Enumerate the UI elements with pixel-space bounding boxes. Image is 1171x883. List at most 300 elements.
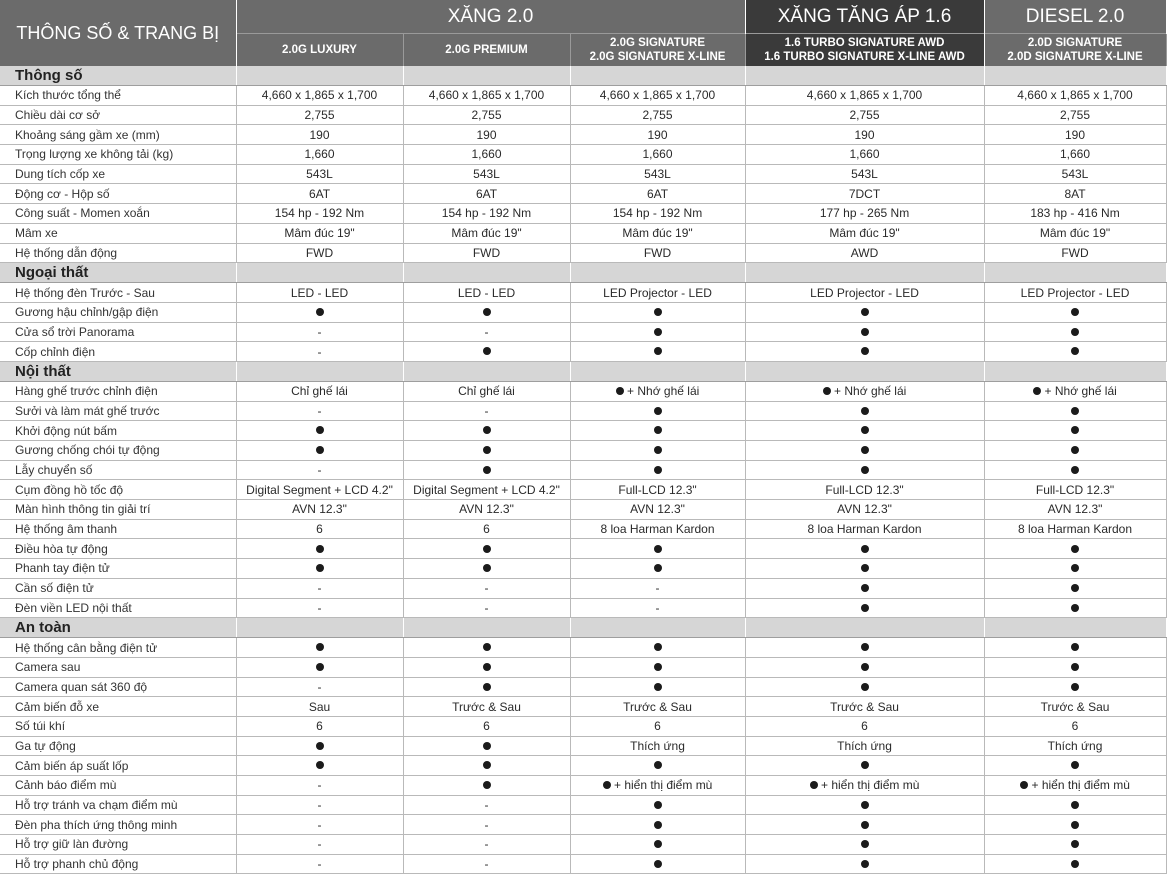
feature-label: Hệ thống đèn Trước - Sau — [0, 283, 236, 303]
table-row — [0, 598, 1166, 618]
table-row — [0, 86, 1166, 106]
feature-label: Camera quan sát 360 độ — [0, 677, 236, 697]
table-row — [0, 776, 1166, 796]
value-cell — [984, 302, 1166, 322]
filled-dot-icon — [1071, 683, 1079, 691]
feature-label: Cảm biến áp suất lốp — [0, 756, 236, 776]
value-cell: Sau — [236, 697, 403, 717]
table-title: THÔNG SỐ & TRANG BỊ — [0, 0, 236, 66]
value-cell: Trước & Sau — [745, 697, 984, 717]
value-cell — [984, 598, 1166, 618]
filled-dot-icon — [654, 328, 662, 336]
value-cell: 8 loa Harman Kardon — [570, 519, 745, 539]
filled-dot-icon — [1071, 564, 1079, 572]
value-cell: 190 — [403, 125, 570, 145]
feature-label: Trọng lượng xe không tải (kg) — [0, 145, 236, 165]
value-cell — [984, 460, 1166, 480]
table-row — [0, 302, 1166, 322]
section-row-an-toan — [0, 618, 1166, 638]
header-group-row — [0, 0, 1166, 34]
value-cell — [570, 342, 745, 362]
feature-label: Đèn pha thích ứng thông minh — [0, 815, 236, 835]
feature-label: Gương hậu chỉnh/gập điện — [0, 302, 236, 322]
filled-dot-icon — [483, 643, 491, 651]
value-cell — [570, 559, 745, 579]
value-cell: FWD — [403, 243, 570, 263]
section-title: An toàn — [0, 618, 236, 638]
value-cell: LED Projector - LED — [745, 283, 984, 303]
feature-label: Hàng ghế trước chỉnh điện — [0, 381, 236, 401]
filled-dot-icon — [654, 426, 662, 434]
value-cell: Digital Segment + LCD 4.2" — [403, 480, 570, 500]
table-row — [0, 697, 1166, 717]
filled-dot-icon — [483, 446, 491, 454]
group-header-diesel-2-0: DIESEL 2.0 — [984, 0, 1166, 34]
value-cell: AVN 12.3" — [570, 500, 745, 520]
feature-label: Số túi khí — [0, 716, 236, 736]
value-cell — [570, 795, 745, 815]
value-cell — [745, 578, 984, 598]
filled-dot-icon — [654, 564, 662, 572]
feature-label: Cốp chỉnh điện — [0, 342, 236, 362]
not-available-cell: - — [403, 598, 570, 618]
value-cell — [984, 381, 1166, 401]
section-filler — [236, 263, 403, 283]
filled-dot-icon — [654, 761, 662, 769]
filled-dot-icon — [1071, 801, 1079, 809]
filled-dot-icon — [483, 466, 491, 474]
value-cell: 4,660 x 1,865 x 1,700 — [984, 86, 1166, 106]
value-cell: 8 loa Harman Kardon — [745, 519, 984, 539]
spec-body — [0, 66, 1166, 874]
feature-label: Lẫy chuyển số — [0, 460, 236, 480]
trim-name: 2.0D SIGNATURE X-LINE — [1007, 51, 1143, 63]
value-cell: 543L — [745, 164, 984, 184]
value-text: + hiển thị điểm mù — [817, 778, 920, 793]
section-filler — [403, 66, 570, 86]
feature-label: Kích thước tổng thể — [0, 86, 236, 106]
value-cell — [745, 302, 984, 322]
value-cell — [984, 421, 1166, 441]
section-filler — [570, 263, 745, 283]
value-cell: 4,660 x 1,865 x 1,700 — [745, 86, 984, 106]
value-cell — [236, 441, 403, 461]
value-cell: 2,755 — [236, 105, 403, 125]
value-cell: FWD — [984, 243, 1166, 263]
value-cell: 4,660 x 1,865 x 1,700 — [236, 86, 403, 106]
value-cell — [745, 559, 984, 579]
value-cell — [570, 677, 745, 697]
value-cell — [745, 657, 984, 677]
not-available-cell: - — [403, 401, 570, 421]
value-cell — [236, 657, 403, 677]
section-filler — [984, 361, 1166, 381]
filled-dot-icon — [861, 407, 869, 415]
value-cell — [236, 302, 403, 322]
filled-dot-icon — [654, 821, 662, 829]
filled-dot-icon — [316, 761, 324, 769]
filled-dot-icon — [1071, 584, 1079, 592]
section-title: Ngoại thất — [0, 263, 236, 283]
value-cell — [745, 539, 984, 559]
section-filler — [403, 263, 570, 283]
table-row — [0, 283, 1166, 303]
value-cell — [745, 342, 984, 362]
feature-label: Điều hòa tự động — [0, 539, 236, 559]
value-cell — [745, 756, 984, 776]
value-cell — [570, 776, 745, 796]
trim-name: 2.0G PREMIUM — [445, 44, 528, 56]
value-text: + hiển thị điểm mù — [1028, 778, 1130, 793]
value-cell — [236, 756, 403, 776]
value-cell — [236, 559, 403, 579]
not-available-cell: - — [236, 401, 403, 421]
table-row — [0, 441, 1166, 461]
filled-dot-icon — [1071, 308, 1079, 316]
trim-name: 2.0G SIGNATURE — [610, 37, 705, 49]
filled-dot-icon — [861, 347, 869, 355]
section-row-ngoai-that — [0, 263, 1166, 283]
value-cell: 2,755 — [403, 105, 570, 125]
value-cell: 8 loa Harman Kardon — [984, 519, 1166, 539]
section-title: Thông số — [0, 66, 236, 86]
filled-dot-icon — [654, 643, 662, 651]
feature-label: Khởi động nút bấm — [0, 421, 236, 441]
filled-dot-icon — [861, 308, 869, 316]
not-available-cell: - — [570, 578, 745, 598]
filled-dot-icon — [1071, 761, 1079, 769]
value-cell: AVN 12.3" — [745, 500, 984, 520]
filled-dot-icon — [861, 860, 869, 868]
section-filler — [570, 361, 745, 381]
value-cell: AVN 12.3" — [984, 500, 1166, 520]
filled-dot-icon — [1071, 328, 1079, 336]
value-cell: 190 — [570, 125, 745, 145]
trim-name: 1.6 TURBO SIGNATURE AWD — [784, 37, 945, 49]
filled-dot-icon — [654, 683, 662, 691]
value-cell: 543L — [236, 164, 403, 184]
feature-label: Mâm xe — [0, 223, 236, 243]
value-cell: 1,660 — [403, 145, 570, 165]
value-cell: 1,660 — [570, 145, 745, 165]
section-filler — [236, 361, 403, 381]
filled-dot-icon — [483, 426, 491, 434]
value-cell — [984, 441, 1166, 461]
not-available-cell: - — [403, 578, 570, 598]
not-available-cell: - — [236, 795, 403, 815]
value-cell: Trước & Sau — [984, 697, 1166, 717]
feature-label: Màn hình thông tin giải trí — [0, 500, 236, 520]
value-cell — [403, 638, 570, 658]
filled-dot-icon — [861, 821, 869, 829]
not-available-cell: - — [236, 677, 403, 697]
value-cell — [570, 815, 745, 835]
value-cell: 190 — [984, 125, 1166, 145]
value-cell — [984, 322, 1166, 342]
filled-dot-icon — [1071, 821, 1079, 829]
filled-dot-icon — [316, 742, 324, 750]
filled-dot-icon — [603, 781, 611, 789]
filled-dot-icon — [861, 328, 869, 336]
value-cell: 183 hp - 416 Nm — [984, 204, 1166, 224]
table-row — [0, 204, 1166, 224]
value-cell: 543L — [984, 164, 1166, 184]
value-cell: 154 hp - 192 Nm — [570, 204, 745, 224]
not-available-cell: - — [236, 578, 403, 598]
value-cell — [570, 638, 745, 658]
table-row — [0, 243, 1166, 263]
table-row — [0, 854, 1166, 874]
filled-dot-icon — [654, 308, 662, 316]
table-row — [0, 145, 1166, 165]
value-cell: 8AT — [984, 184, 1166, 204]
value-cell: 4,660 x 1,865 x 1,700 — [403, 86, 570, 106]
value-cell: AWD — [745, 243, 984, 263]
section-filler — [570, 66, 745, 86]
filled-dot-icon — [316, 643, 324, 651]
value-cell — [570, 854, 745, 874]
value-text: + Nhớ ghế lái — [1041, 384, 1117, 399]
feature-label: Chiều dài cơ sở — [0, 105, 236, 125]
filled-dot-icon — [1071, 663, 1079, 671]
filled-dot-icon — [861, 545, 869, 553]
filled-dot-icon — [316, 426, 324, 434]
value-cell: 2,755 — [745, 105, 984, 125]
section-title: Nội thất — [0, 361, 236, 381]
filled-dot-icon — [861, 426, 869, 434]
value-cell: 7DCT — [745, 184, 984, 204]
table-row — [0, 657, 1166, 677]
value-cell: Mâm đúc 19" — [745, 223, 984, 243]
feature-label: Động cơ - Hộp số — [0, 184, 236, 204]
value-cell — [570, 381, 745, 401]
filled-dot-icon — [861, 663, 869, 671]
value-cell: 543L — [403, 164, 570, 184]
table-row — [0, 677, 1166, 697]
not-available-cell: - — [236, 835, 403, 855]
not-available-cell: - — [236, 815, 403, 835]
filled-dot-icon — [654, 663, 662, 671]
value-cell — [403, 441, 570, 461]
filled-dot-icon — [1071, 545, 1079, 553]
filled-dot-icon — [861, 683, 869, 691]
value-cell: Thích ứng — [570, 736, 745, 756]
value-cell — [403, 657, 570, 677]
section-filler — [403, 618, 570, 638]
filled-dot-icon — [1071, 604, 1079, 612]
feature-label: Cảm biến đỗ xe — [0, 697, 236, 717]
not-available-cell: - — [236, 598, 403, 618]
value-cell — [403, 776, 570, 796]
value-cell — [984, 559, 1166, 579]
value-cell: 2,755 — [984, 105, 1166, 125]
value-cell — [403, 421, 570, 441]
section-filler — [745, 66, 984, 86]
filled-dot-icon — [1071, 860, 1079, 868]
value-cell — [984, 539, 1166, 559]
value-cell — [403, 539, 570, 559]
filled-dot-icon — [654, 860, 662, 868]
table-row — [0, 342, 1166, 362]
value-cell: LED - LED — [236, 283, 403, 303]
trim-header — [403, 34, 570, 67]
section-row-noi-that — [0, 361, 1166, 381]
filled-dot-icon — [654, 545, 662, 553]
filled-dot-icon — [483, 781, 491, 789]
value-cell — [403, 342, 570, 362]
value-cell: Full-LCD 12.3" — [745, 480, 984, 500]
value-text: + Nhớ ghế lái — [623, 384, 700, 399]
value-cell: Full-LCD 12.3" — [570, 480, 745, 500]
filled-dot-icon — [861, 643, 869, 651]
filled-dot-icon — [316, 545, 324, 553]
value-cell — [984, 854, 1166, 874]
value-cell: 1,660 — [236, 145, 403, 165]
filled-dot-icon — [823, 387, 831, 395]
value-cell — [570, 460, 745, 480]
not-available-cell: - — [403, 854, 570, 874]
filled-dot-icon — [861, 801, 869, 809]
table-row — [0, 539, 1166, 559]
table-row — [0, 756, 1166, 776]
value-text: + Nhớ ghế lái — [830, 384, 907, 399]
group-header-gasoline-2-0: XĂNG 2.0 — [236, 0, 745, 34]
value-cell — [984, 756, 1166, 776]
filled-dot-icon — [654, 347, 662, 355]
value-cell: Full-LCD 12.3" — [984, 480, 1166, 500]
feature-label: Dung tích cốp xe — [0, 164, 236, 184]
value-text: + hiển thị điểm mù — [610, 778, 713, 793]
table-row — [0, 421, 1166, 441]
filled-dot-icon — [316, 446, 324, 454]
value-cell: LED - LED — [403, 283, 570, 303]
filled-dot-icon — [654, 446, 662, 454]
table-row — [0, 480, 1166, 500]
filled-dot-icon — [861, 604, 869, 612]
value-cell — [570, 657, 745, 677]
feature-label: Camera sau — [0, 657, 236, 677]
table-row — [0, 559, 1166, 579]
filled-dot-icon — [861, 584, 869, 592]
feature-label: Hệ thống dẫn động — [0, 243, 236, 263]
trim-header — [236, 34, 403, 67]
value-cell — [570, 756, 745, 776]
not-available-cell: - — [403, 815, 570, 835]
value-cell — [984, 835, 1166, 855]
value-cell — [570, 302, 745, 322]
value-cell — [236, 421, 403, 441]
value-cell — [745, 381, 984, 401]
value-cell: FWD — [236, 243, 403, 263]
value-cell: 154 hp - 192 Nm — [236, 204, 403, 224]
feature-label: Cửa sổ trời Panorama — [0, 322, 236, 342]
section-filler — [984, 263, 1166, 283]
group-header-turbo-1-6: XĂNG TĂNG ÁP 1.6 — [745, 0, 984, 34]
filled-dot-icon — [861, 761, 869, 769]
value-cell: Chỉ ghế lái — [236, 381, 403, 401]
value-cell — [745, 598, 984, 618]
value-cell: Trước & Sau — [570, 697, 745, 717]
filled-dot-icon — [654, 801, 662, 809]
filled-dot-icon — [316, 564, 324, 572]
value-cell: 1,660 — [745, 145, 984, 165]
feature-label: Hỗ trợ giữ làn đường — [0, 835, 236, 855]
table-row — [0, 322, 1166, 342]
filled-dot-icon — [1071, 426, 1079, 434]
value-cell — [745, 401, 984, 421]
filled-dot-icon — [861, 446, 869, 454]
filled-dot-icon — [861, 466, 869, 474]
value-cell: Mâm đúc 19" — [403, 223, 570, 243]
table-row — [0, 736, 1166, 756]
table-row — [0, 460, 1166, 480]
value-cell: 2,755 — [570, 105, 745, 125]
not-available-cell: - — [236, 854, 403, 874]
filled-dot-icon — [483, 564, 491, 572]
value-cell: Chỉ ghế lái — [403, 381, 570, 401]
feature-label: Cần số điện tử — [0, 578, 236, 598]
feature-label: Hỗ trợ phanh chủ động — [0, 854, 236, 874]
filled-dot-icon — [316, 663, 324, 671]
filled-dot-icon — [483, 545, 491, 553]
value-cell: 177 hp - 265 Nm — [745, 204, 984, 224]
feature-label: Hỗ trợ tránh va chạm điểm mù — [0, 795, 236, 815]
table-row — [0, 223, 1166, 243]
section-filler — [984, 618, 1166, 638]
trim-header — [570, 34, 745, 67]
value-cell — [984, 657, 1166, 677]
value-cell — [745, 638, 984, 658]
value-cell: 6 — [236, 716, 403, 736]
feature-label: Công suất - Momen xoắn — [0, 204, 236, 224]
table-row — [0, 795, 1166, 815]
filled-dot-icon — [1020, 781, 1028, 789]
value-cell — [570, 401, 745, 421]
not-available-cell: - — [236, 460, 403, 480]
table-row — [0, 381, 1166, 401]
value-cell — [984, 795, 1166, 815]
feature-label: Gương chống chói tự động — [0, 441, 236, 461]
value-cell: 4,660 x 1,865 x 1,700 — [570, 86, 745, 106]
table-row — [0, 815, 1166, 835]
table-row — [0, 500, 1166, 520]
value-cell: 6 — [570, 716, 745, 736]
table-row — [0, 638, 1166, 658]
trim-name: 2.0G SIGNATURE X-LINE — [589, 51, 726, 63]
filled-dot-icon — [1071, 643, 1079, 651]
value-cell: FWD — [570, 243, 745, 263]
section-filler — [745, 263, 984, 283]
value-cell — [745, 441, 984, 461]
value-cell — [745, 795, 984, 815]
value-cell — [570, 322, 745, 342]
value-cell: 6AT — [236, 184, 403, 204]
value-cell: 190 — [745, 125, 984, 145]
section-row-thong-so — [0, 66, 1166, 86]
section-filler — [984, 66, 1166, 86]
table-row — [0, 125, 1166, 145]
feature-label: Cảnh báo điểm mù — [0, 776, 236, 796]
filled-dot-icon — [483, 663, 491, 671]
not-available-cell: - — [403, 835, 570, 855]
value-cell: 6 — [984, 716, 1166, 736]
value-cell — [236, 638, 403, 658]
value-cell: AVN 12.3" — [236, 500, 403, 520]
value-cell: Mâm đúc 19" — [570, 223, 745, 243]
filled-dot-icon — [1071, 407, 1079, 415]
value-cell — [745, 322, 984, 342]
value-cell: AVN 12.3" — [403, 500, 570, 520]
